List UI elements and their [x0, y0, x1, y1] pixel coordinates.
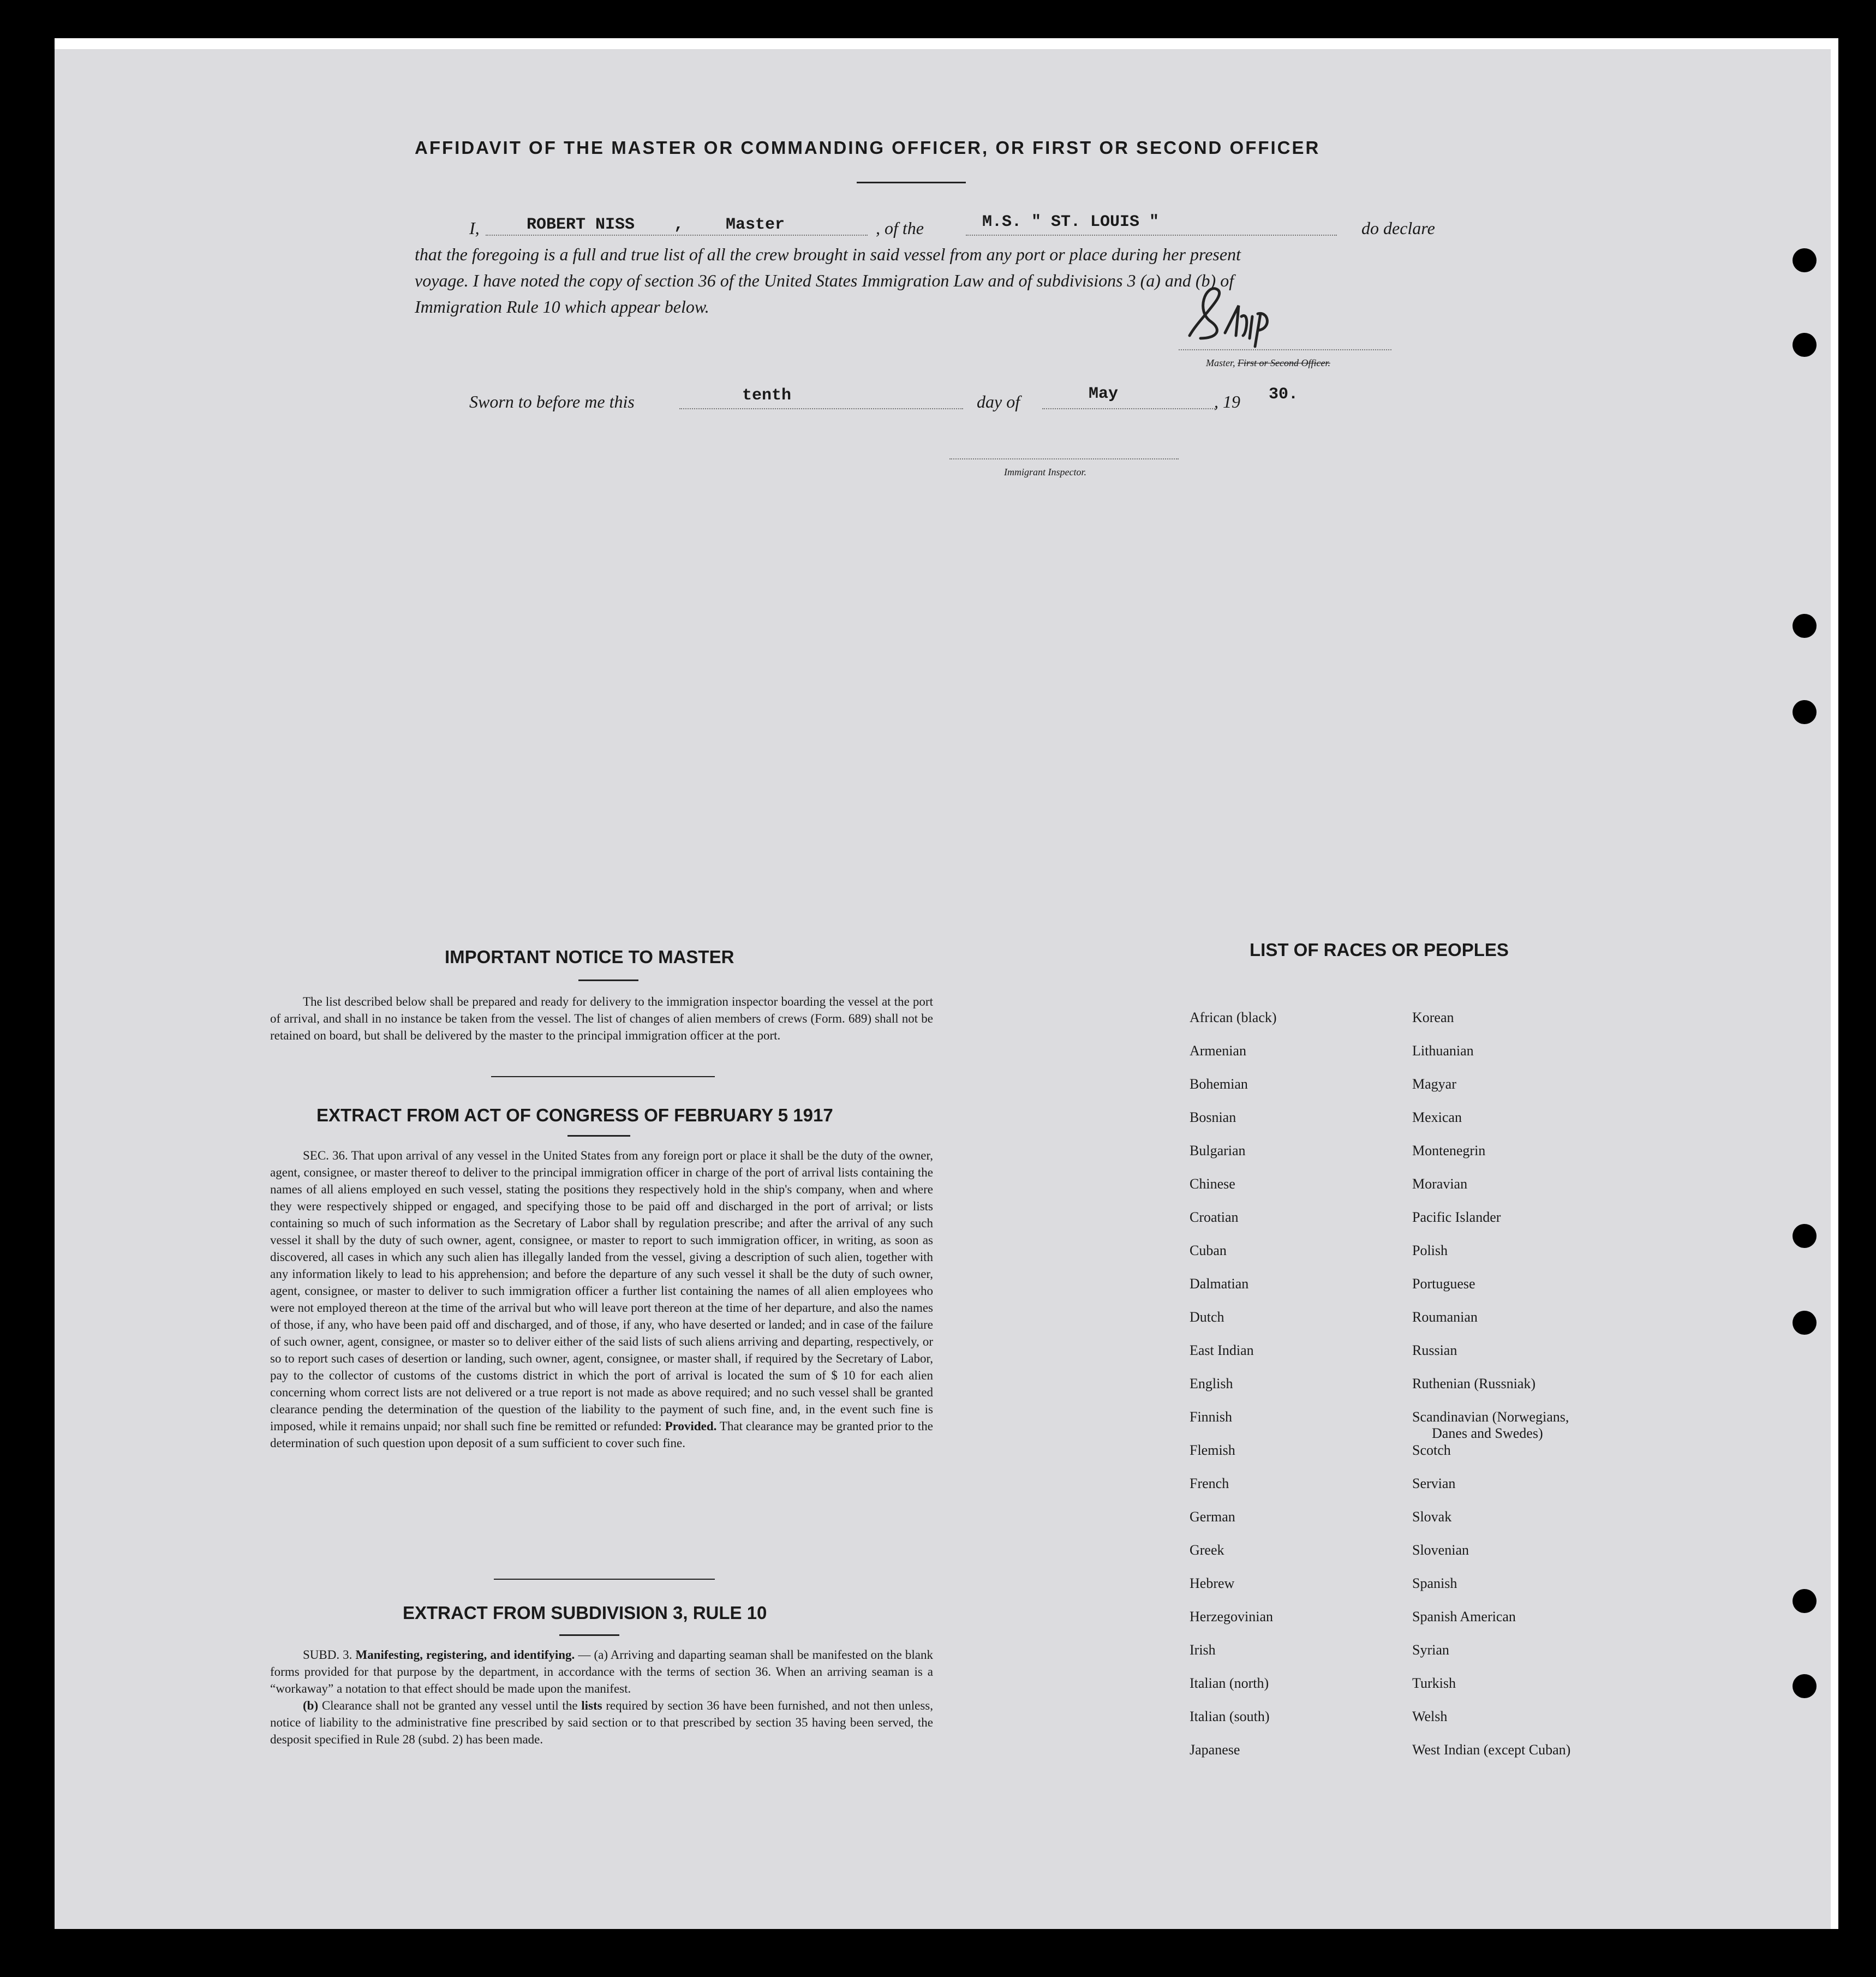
race-item: Syrian	[1412, 1642, 1449, 1658]
month-line	[1042, 408, 1217, 409]
race-item: Spanish American	[1412, 1609, 1516, 1624]
race-item: Lithuanian	[1412, 1043, 1474, 1059]
race-item: Polish	[1412, 1243, 1448, 1258]
sworn-month: May	[1089, 385, 1119, 403]
name-comma: ,	[674, 216, 684, 234]
race-item: Moravian	[1412, 1176, 1468, 1192]
race-item: Ruthenian (Russniak)	[1412, 1376, 1536, 1391]
day-line	[679, 408, 963, 409]
race-item: Russian	[1412, 1342, 1457, 1358]
sworn-day: tenth	[742, 386, 792, 405]
races-left-column	[1190, 1010, 1277, 1775]
affidavit-line-2: that the foregoing is a full and true list of all the crew brought in said vessel from any port or place during her present	[415, 244, 1241, 264]
race-item: Scotch	[1412, 1442, 1451, 1458]
punch-hole	[1793, 333, 1817, 357]
title-underline	[857, 182, 966, 183]
punch-hole	[1793, 1589, 1817, 1613]
name-line	[486, 235, 868, 236]
rule10-title: EXTRACT FROM SUBDIVISION 3, RULE 10	[403, 1603, 767, 1623]
page-edge-right	[1831, 38, 1838, 1929]
race-item: Herzegovinian	[1190, 1609, 1274, 1624]
inspector-line	[949, 458, 1179, 459]
races-title: LIST OF RACES OR PEOPLES	[1250, 940, 1509, 960]
punch-hole	[1793, 1224, 1817, 1248]
race-item: Flemish	[1190, 1442, 1235, 1458]
race-item: Korean	[1412, 1010, 1454, 1025]
page-edge-top	[55, 38, 1831, 49]
sworn-prefix: Sworn to before me this	[469, 392, 635, 411]
race-item: Bosnian	[1190, 1109, 1236, 1125]
race-item: African (black)	[1190, 1010, 1277, 1025]
races-right-column	[1412, 1010, 1570, 1775]
race-item: Spanish	[1412, 1575, 1457, 1591]
race-item: Greek	[1190, 1542, 1224, 1558]
notice-underline	[578, 979, 638, 981]
inspector-label: Immigrant Inspector.	[1004, 467, 1086, 477]
race-item: Servian	[1412, 1476, 1456, 1491]
rank: Master	[726, 216, 785, 234]
year-suffix: 30.	[1269, 385, 1299, 404]
race-item: Irish	[1190, 1642, 1216, 1658]
divider	[491, 1076, 715, 1077]
race-item: Magyar	[1412, 1076, 1456, 1092]
race-item: Dalmatian	[1190, 1276, 1249, 1292]
race-item: Welsh	[1412, 1709, 1448, 1724]
master-name: ROBERT NISS	[527, 216, 635, 234]
race-item: Pacific Islander	[1412, 1209, 1501, 1225]
signer-title: Master, First or Second Officer.	[1206, 357, 1330, 368]
race-item: Italian (south)	[1190, 1709, 1270, 1724]
rule10-text: SUBD. 3. Manifesting, registering, and identifying. — (a) Arriving and daparting seaman shall be manifested on the blank forms provided for that purpose by the department, in accordance with the terms of section 36. When an arriving seaman is a “workaway” a notation to that effect should be made upon the manifest. (b) Clearance shall not be granted any vessel until the lists required by section 36 have been furnished, and not then unless, notice of liability to the administrative fine prescribed by said section or to that prescribed by section 35 having been served, the desposit specified in Rule 28 (subd. 2) has been made.	[270, 1648, 933, 1746]
affidavit-title: AFFIDAVIT OF THE MASTER OR COMMANDING OFFICER, OR FIRST OR SECOND OFFICER	[415, 138, 1321, 158]
master-signature	[1179, 284, 1310, 349]
punch-hole	[1793, 1674, 1817, 1698]
vessel-name: M.S. " ST. LOUIS "	[982, 213, 1160, 231]
of-the: , of the	[876, 218, 924, 238]
race-item: Slovenian	[1412, 1542, 1469, 1558]
race-item: Roumanian	[1412, 1309, 1478, 1325]
race-item: Scandinavian (Norwegians, Danes and Swedes)	[1412, 1409, 1569, 1441]
race-item: German	[1190, 1509, 1235, 1525]
race-item: Montenegrin	[1412, 1143, 1486, 1158]
race-item: Finnish	[1190, 1409, 1233, 1425]
divider	[494, 1579, 715, 1580]
act-underline	[567, 1135, 630, 1137]
race-item: Portuguese	[1412, 1276, 1475, 1292]
race-item: English	[1190, 1376, 1233, 1391]
notice-text: The list described below shall be prepared and ready for delivery to the immigration inspector boarding the vessel at the port of arrival, and shall in no instance be taken from the vessel. The list of changes of alien members of crews (Form. 689) shall not be retained on board, but shall be delivered by the master to the principal immigration officer at the port.	[270, 995, 933, 1042]
act-text: SEC. 36. That upon arrival of any vessel in the United States from any foreign port or place it shall be the duty of the owner, agent, consignee, or master thereof to deliver to the principal immigration officer in charge of the port of arrival lists containing the names of all aliens employed en such vessel, stating the positions they respectively hold in the ship's company, when and where they were respectively shipped or engaged, and specifying those to be paid off and discharged in the port of arrival; or lists containing so much of such information as the Secretary of Labor shall by regulation prescribe; and after the arrival of any such vessel it shall by the duty of such owner, agent, consignee, or master to report to such immigration officer, in writing, as soon as discovered, all cases in which any such alien has illegally landed from the vessel, giving a description of such alien, together with any information likely to lead to his apprehension; and before the departure of any such vessel it shall be the duty of such owner, agent, consignee, or master to deliver to such immigration officer a further list containing the names of all alien employees who were not employed thereon at the time of the arrival but who will leave port thereon at the time of her departure, and also the names of those, if any, who have been paid off and discharged, and of those, if any, who have deserted or landed; and in case of the failure of such owner, agent, consignee, or master so to deliver either of the said lists of such aliens arriving and departing, respectively, or so to report such cases of desertion or landing, such owner, agent, consignee, or master shall, if required by the Secretary of Labor, pay to the collector of customs of the customs district in which the port of arrival is located the sum of $ 10 for each alien concerning whom correct lists are not delivered or a true report is not made as above required; and no such vessel shall be granted clearance pending the determination of the question of the liability to the payment of such fine, and, in the event such fine is imposed, while it remains unpaid; nor shall such fine be remitted or refunded: Provided. That clearance may be granted prior to the determination of such question upon deposit of a sum sufficient to cover such fine.	[270, 1149, 934, 1450]
race-item: Slovak	[1412, 1509, 1452, 1525]
punch-hole	[1793, 1311, 1817, 1335]
signature-line	[1179, 349, 1391, 350]
do-declare: do declare	[1361, 218, 1435, 238]
race-item: Cuban	[1190, 1243, 1227, 1258]
race-item: Dutch	[1190, 1309, 1224, 1325]
act-title: EXTRACT FROM ACT OF CONGRESS OF FEBRUARY 5 1917	[316, 1105, 833, 1125]
race-item: Hebrew	[1190, 1575, 1235, 1591]
rule10-underline	[559, 1634, 619, 1636]
affidavit-line-3: voyage. I have noted the copy of section 36 of the United States Immigration Law and of subdivisions 3 (a) and (b) of	[415, 271, 1234, 290]
year-prefix: , 19	[1214, 392, 1240, 411]
race-item: East Indian	[1190, 1342, 1254, 1358]
race-item: Japanese	[1190, 1742, 1240, 1758]
race-item: Bulgarian	[1190, 1143, 1246, 1158]
race-item: Armenian	[1190, 1043, 1246, 1059]
vessel-line	[966, 235, 1337, 236]
race-item: French	[1190, 1476, 1229, 1491]
day-of: day of	[977, 392, 1020, 411]
race-item: West Indian (except Cuban)	[1412, 1742, 1571, 1758]
race-item: Chinese	[1190, 1176, 1235, 1192]
race-item: Italian (north)	[1190, 1675, 1269, 1691]
race-item: Bohemian	[1190, 1076, 1248, 1092]
punch-hole	[1793, 248, 1817, 272]
affidavit-line-4: Immigration Rule 10 which appear below.	[415, 297, 709, 316]
race-item: Turkish	[1412, 1675, 1456, 1691]
punch-hole	[1793, 614, 1817, 638]
affidavit-i: I,	[469, 218, 480, 238]
punch-hole	[1793, 700, 1817, 724]
race-item: Mexican	[1412, 1109, 1462, 1125]
race-item: Croatian	[1190, 1209, 1239, 1225]
notice-title: IMPORTANT NOTICE TO MASTER	[445, 947, 734, 967]
